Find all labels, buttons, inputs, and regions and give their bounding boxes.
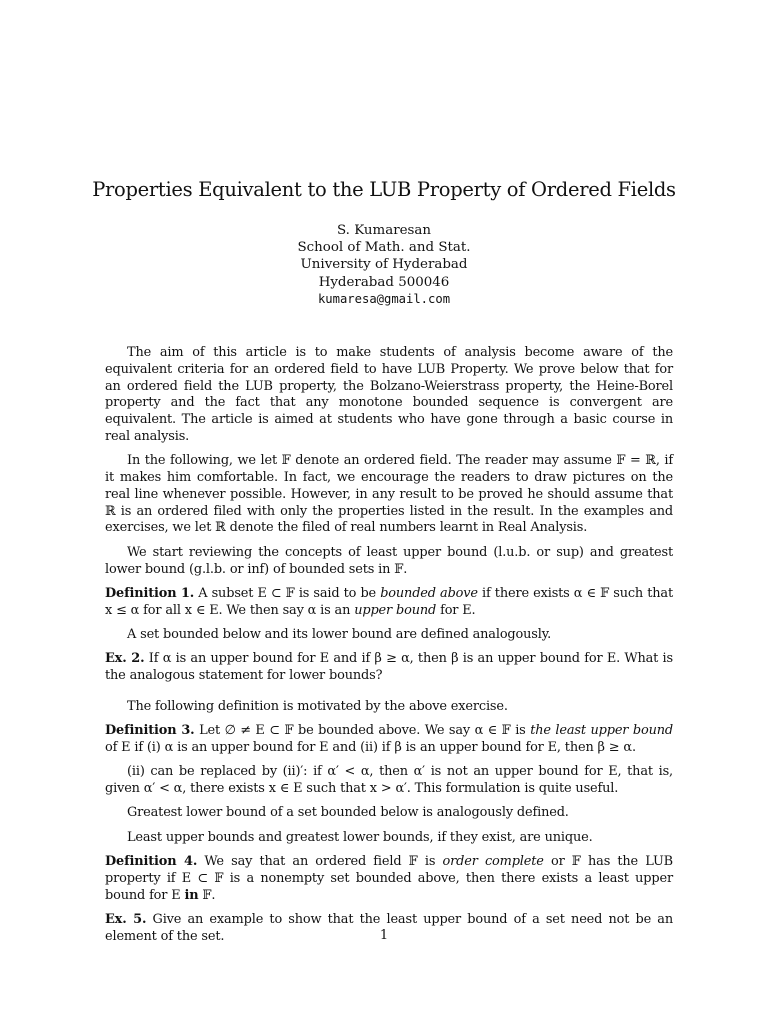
- definition-4: [105, 854, 673, 904]
- exercise-2: [105, 651, 673, 685]
- definition-1-term: bounded above: [380, 585, 478, 601]
- glb-paragraph: Greatest lower bound of a set bounded below is analogously defined.: [127, 805, 569, 821]
- uniqueness-paragraph: Least upper bounds and greatest lower bounds, if they exist, are unique.: [127, 829, 593, 845]
- definition-4-bold-word: in: [184, 887, 199, 903]
- setup-paragraph: In the following, we let 𝔽 denote an ordered field. The reader may assume 𝔽 = ℝ, if it makes him comfortable. In fact, we encourage the readers to draw pictures on the real line whenever possible. However, in any result to be proved he should assume that ℝ is an ordered filed with only the properties listed in the result. In the examples and exercises, we let ℝ denote the filed of real numbers learnt in Real Analysis.: [105, 453, 673, 536]
- definition-1-text-3: for E.: [436, 602, 476, 618]
- definition-3: [105, 723, 673, 757]
- intro-paragraph: The aim of this article is to make students of analysis become aware of the equivalent criteria for an ordered field to have LUB Property. We prove below that for an ordered field the LUB property, the Bolzano-Weierstrass property, the Heine-Borel property and the fact that any monotone bounded sequence is convergent are equivalent. The article is aimed at students who have gone through a basic course in real analysis.: [105, 345, 673, 444]
- definition-4-text-2: or 𝔽 has the LUB property if E ⊂ 𝔽 is a nonempty set bounded above, then there exists a least upper bound for E: [105, 853, 673, 903]
- reformulation-paragraph: (ii) can be replaced by (ii)′: if α′ < α, then α′ is not an upper bound for E, that is, given α′ < α, there exists x ∈ E such that x > α′. This formulation is quite useful.: [105, 764, 673, 797]
- article-body: [105, 345, 673, 953]
- definition-3-text: Let ∅ ≠ E ⊂ 𝔽 be bounded above. We say α ∈ 𝔽 is: [194, 723, 531, 739]
- definition-1-text-2: if there exists α ∈ 𝔽 such that x ≤ α for all x ∈ E. We then say α is an: [105, 585, 673, 618]
- definition-4-term: order complete: [442, 853, 544, 869]
- definition-4-text: We say that an ordered field 𝔽 is: [197, 853, 443, 869]
- author-university: University of Hyderabad: [300, 257, 468, 273]
- author-name: S. Kumaresan: [336, 223, 432, 238]
- definition-1: [105, 586, 673, 620]
- exercise-5-text: Give an example to show that the least upper bound of a set need not be an element of the set.: [105, 911, 673, 944]
- definition-3-text-2: of E if (i) α is an upper bound for E and (ii) if β is an upper bound for E, then β ≥ α.: [105, 739, 636, 755]
- lower-bound-paragraph: A set bounded below and its lower bound are defined analogously.: [127, 626, 552, 642]
- exercise-5-label: Ex. 5.: [105, 911, 147, 927]
- definition-1-text: A subset E ⊂ 𝔽 is said to be: [194, 585, 381, 601]
- author-city: Hyderabad 500046: [318, 274, 450, 290]
- definition-3-label: Definition 3.: [105, 723, 195, 739]
- definition-4-label: Definition 4.: [105, 853, 198, 869]
- exercise-2-text: If α is an upper bound for E and if β ≥ α, then β is an upper bound for E. What is the analogous statement for lower bounds?: [105, 651, 673, 684]
- author-department: School of Math. and Stat.: [297, 240, 471, 256]
- author-block: [0, 222, 768, 308]
- definition-3-term: the least upper bound: [530, 723, 673, 739]
- author-email[interactable]: kumaresa@gmail.com: [317, 291, 451, 306]
- motivation-paragraph: The following definition is motivated by the above exercise.: [127, 698, 508, 714]
- paper-title: Properties Equivalent to the LUB Property of Ordered Fields: [92, 178, 676, 201]
- definition-1-term-2: upper bound: [354, 602, 437, 618]
- definition-4-text-3: 𝔽.: [198, 887, 216, 903]
- review-paragraph: We start reviewing the concepts of least upper bound (l.u.b. or sup) and greatest lower bound (g.l.b. or inf) of bounded sets in 𝔽.: [105, 544, 673, 577]
- definition-1-label: Definition 1.: [105, 585, 195, 601]
- exercise-2-label: Ex. 2.: [105, 651, 145, 667]
- page-number: 1: [379, 928, 389, 943]
